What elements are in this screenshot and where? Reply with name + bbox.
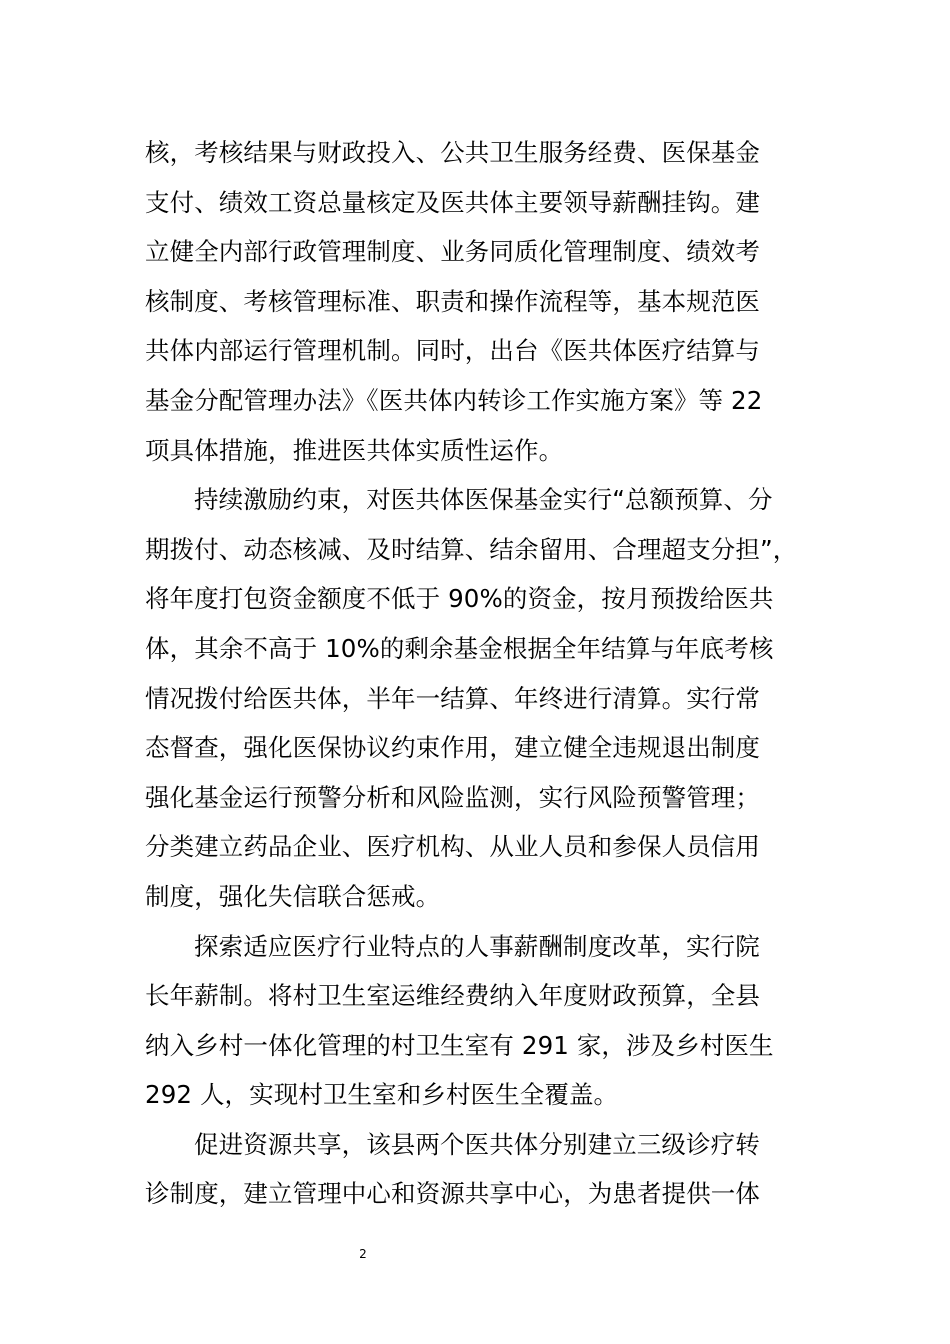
paragraph-start-line: 持续激励约束，对医共体医保基金实行“总额预算、分 [194,485,773,515]
text-line: 态督查，强化医保协议约束作用，建立健全违规退出制度 [145,733,760,763]
text-line: 项具体措施，推进医共体实质性运作。 [145,435,564,465]
text-line: 立健全内部行政管理制度、业务同质化管理制度、绩效考 [145,237,760,267]
text-line: 支付、绩效工资总量核定及医共体主要领导薪酬挂钩。建 [145,187,760,217]
text-line: 强化基金运行预警分析和风险监测，实行风险预警管理； [145,782,760,812]
text-line: 将年度打包资金额度不低于 90%的资金，按月预拨给医共 [145,584,774,614]
text-line: 核制度、考核管理标准、职责和操作流程等，基本规范医 [145,286,760,316]
text-line: 核，考核结果与财政投入、公共卫生服务经费、医保基金 [145,138,760,167]
text-line: 纳入乡村一体化管理的村卫生室有 291 家，涉及乡村医生 [145,1030,774,1060]
text-line: 诊制度，建立管理中心和资源共享中心，为患者提供一体 [145,1179,760,1209]
text-line: 共体内部运行管理机制。同时，出台《医共体医疗结算与 [145,336,760,366]
paragraph-start-line: 促进资源共享，该县两个医共体分别建立三级诊疗转 [194,1129,760,1159]
text-line: 基金分配管理办法》《医共体内转诊工作实施方案》等 22 [145,385,763,415]
page-number: 2 [359,1247,367,1261]
text-line: 制度，强化失信联合惩戒。 [145,881,441,911]
document-body [145,128,825,1219]
text-line: 292 人，实现村卫生室和乡村医生全覆盖。 [145,1080,619,1110]
text-line: 长年薪制。将村卫生室运维经费纳入年度财政预算，全县 [145,981,760,1011]
text-line: 体，其余不高于 10%的剩余基金根据全年结算与年底考核 [145,633,774,663]
text-line: 分类建立药品企业、医疗机构、从业人员和参保人员信用 [145,832,760,862]
paragraph-start-line: 探索适应医疗行业特点的人事薪酬制度改革，实行院 [194,931,760,961]
text-line: 情况拨付给医共体，半年一结算、年终进行清算。实行常 [145,683,760,713]
text-line: 期拨付、动态核减、及时结算、结余留用、合理超支分担”， [145,534,798,564]
